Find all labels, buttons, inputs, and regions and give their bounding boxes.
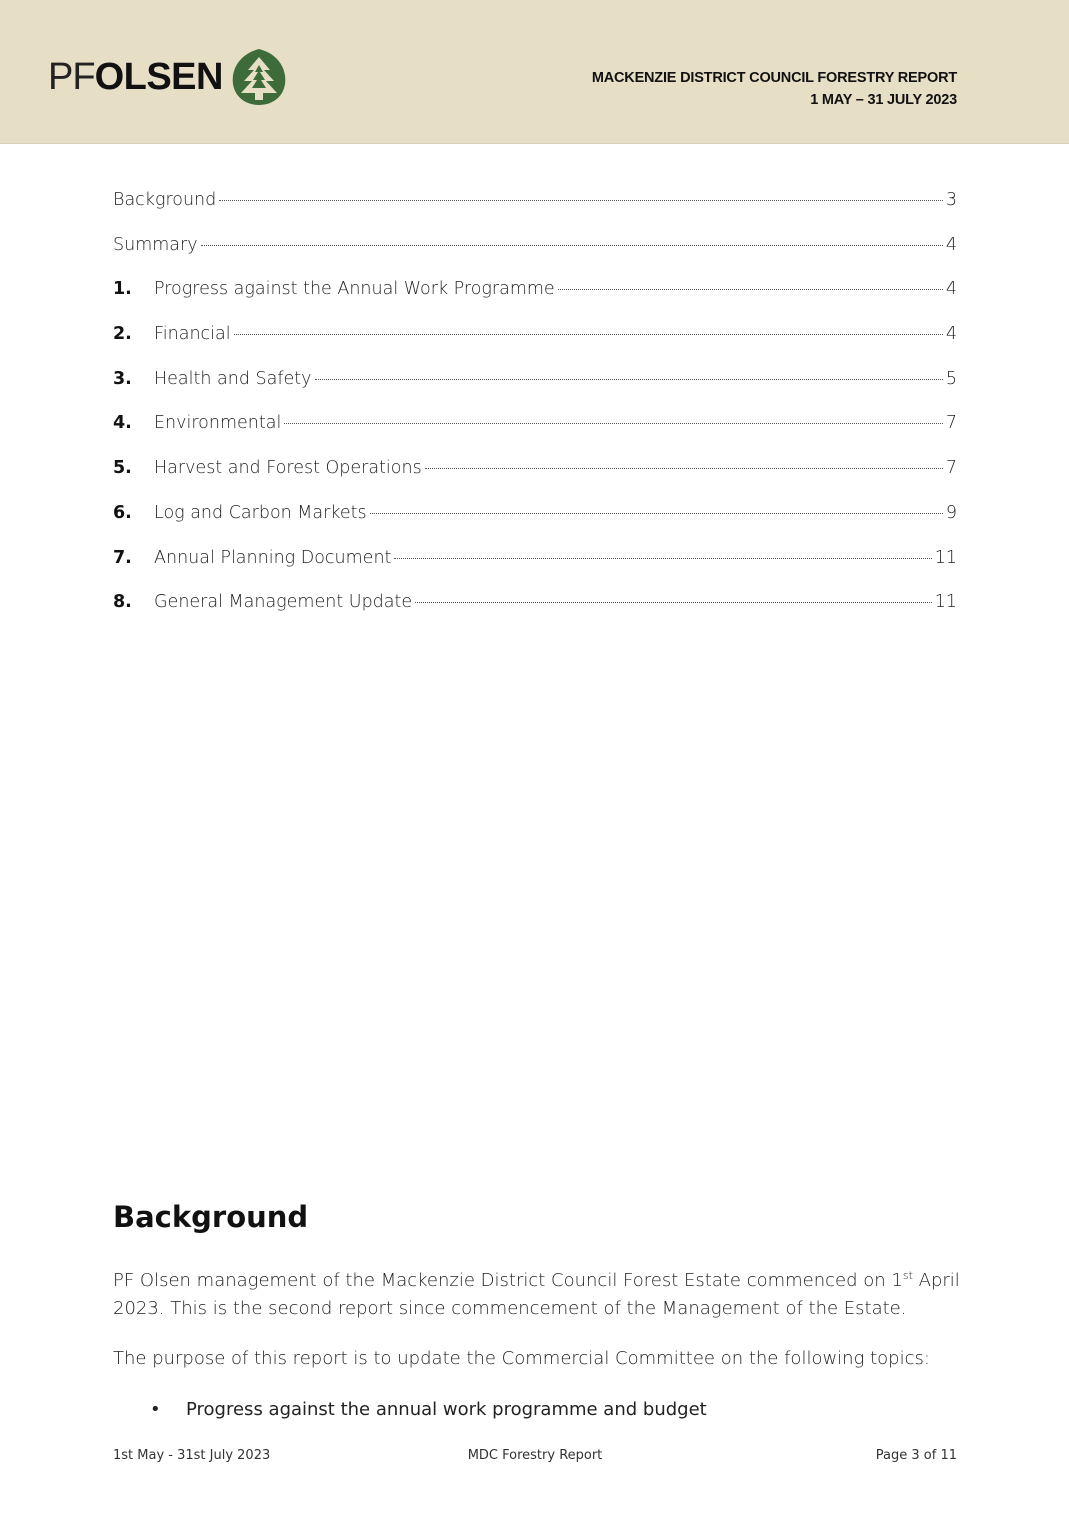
- report-dates: 1 MAY – 31 JULY 2023: [810, 92, 957, 108]
- toc-entry-number: 7.: [113, 547, 132, 568]
- table-of-contents: [113, 190, 957, 637]
- toc-dot-leader: [315, 379, 943, 380]
- toc-entry-label: General Management Update: [154, 592, 413, 613]
- toc-entry-label: Annual Planning Document: [154, 547, 392, 568]
- toc-entry[interactable]: [113, 503, 957, 548]
- toc-entry-number: 1.: [113, 279, 132, 300]
- toc-entry-number: 6.: [113, 502, 132, 523]
- toc-entry[interactable]: [113, 548, 957, 593]
- background-paragraph-2: The purpose of this report is to update the Commercial Committee on the following topics:: [113, 1348, 930, 1369]
- pf-olsen-logo: [48, 48, 289, 106]
- ordinal-suffix: st: [902, 1269, 913, 1282]
- toc-entry-page: 4: [945, 324, 957, 345]
- toc-entry[interactable]: [113, 279, 957, 324]
- toc-entry[interactable]: [113, 324, 957, 369]
- toc-entry-label: Summary: [113, 234, 198, 255]
- para1-text-cont: April 2023. This is the second report since commencement of the Management of the Estate.: [113, 1270, 960, 1319]
- report-title-block: [592, 67, 957, 111]
- toc-entry[interactable]: [113, 413, 957, 458]
- toc-entry-page: 9: [945, 502, 957, 523]
- footer-doc-title: MDC Forestry Report: [467, 1448, 603, 1463]
- footer-page-number: Page 3 of 11: [875, 1448, 957, 1463]
- toc-entry-label: Progress against the Annual Work Programme: [154, 279, 555, 300]
- toc-entry-page: 11: [934, 547, 957, 568]
- toc-entry-number: 5.: [113, 458, 132, 479]
- toc-dot-leader: [284, 423, 943, 424]
- toc-dot-leader: [415, 602, 932, 603]
- page-header: [0, 0, 1069, 144]
- toc-dot-leader: [234, 334, 943, 335]
- toc-entry-page: 7: [945, 458, 957, 479]
- list-item: [150, 1396, 707, 1424]
- toc-entry[interactable]: [113, 592, 957, 637]
- topic-list: [150, 1396, 707, 1424]
- logo-text-olsen: OLSEN: [94, 56, 223, 98]
- footer-date-range: 1st May - 31st July 2023: [113, 1448, 271, 1463]
- toc-entry-label: Background: [113, 190, 217, 210]
- toc-entry-number: 8.: [113, 592, 132, 613]
- toc-dot-leader: [219, 200, 943, 201]
- toc-entry-page: 5: [945, 368, 957, 389]
- toc-entry-label: Log and Carbon Markets: [154, 502, 367, 523]
- toc-entry-page: 7: [945, 413, 957, 434]
- toc-entry-page: 3: [945, 190, 957, 210]
- toc-dot-leader: [394, 558, 931, 559]
- page-footer: [113, 1448, 957, 1468]
- toc-entry-label: Harvest and Forest Operations: [154, 458, 422, 479]
- bullet-icon: •: [150, 1399, 161, 1420]
- toc-entry-label: Financial: [154, 324, 231, 345]
- para1-text: PF Olsen management of the Mackenzie District Council Forest Estate commenced on 1: [113, 1270, 903, 1291]
- toc-entry-number: 2.: [113, 324, 132, 345]
- logo-text-pf: PF: [48, 56, 95, 98]
- toc-entry[interactable]: [113, 190, 957, 235]
- toc-entry-page: 4: [945, 234, 957, 255]
- toc-dot-leader: [425, 468, 943, 469]
- toc-dot-leader: [558, 289, 943, 290]
- toc-dot-leader: [201, 245, 943, 246]
- toc-entry[interactable]: [113, 369, 957, 414]
- tree-icon: [229, 48, 289, 106]
- toc-entry-number: 4.: [113, 413, 132, 434]
- toc-entry-page: 4: [945, 279, 957, 300]
- background-paragraph-1: [113, 1267, 963, 1323]
- toc-dot-leader: [370, 513, 943, 514]
- toc-entry-number: 3.: [113, 368, 132, 389]
- toc-entry-page: 11: [934, 592, 957, 613]
- toc-entry[interactable]: [113, 458, 957, 503]
- toc-entry-label: Health and Safety: [154, 368, 312, 389]
- toc-entry-label: Environmental: [154, 413, 282, 434]
- report-title: MACKENZIE DISTRICT COUNCIL FORESTRY REPORT: [591, 70, 957, 86]
- background-heading: Background: [113, 1200, 309, 1234]
- toc-entry[interactable]: [113, 235, 957, 280]
- list-item-text: Progress against the annual work programme and budget: [186, 1399, 707, 1420]
